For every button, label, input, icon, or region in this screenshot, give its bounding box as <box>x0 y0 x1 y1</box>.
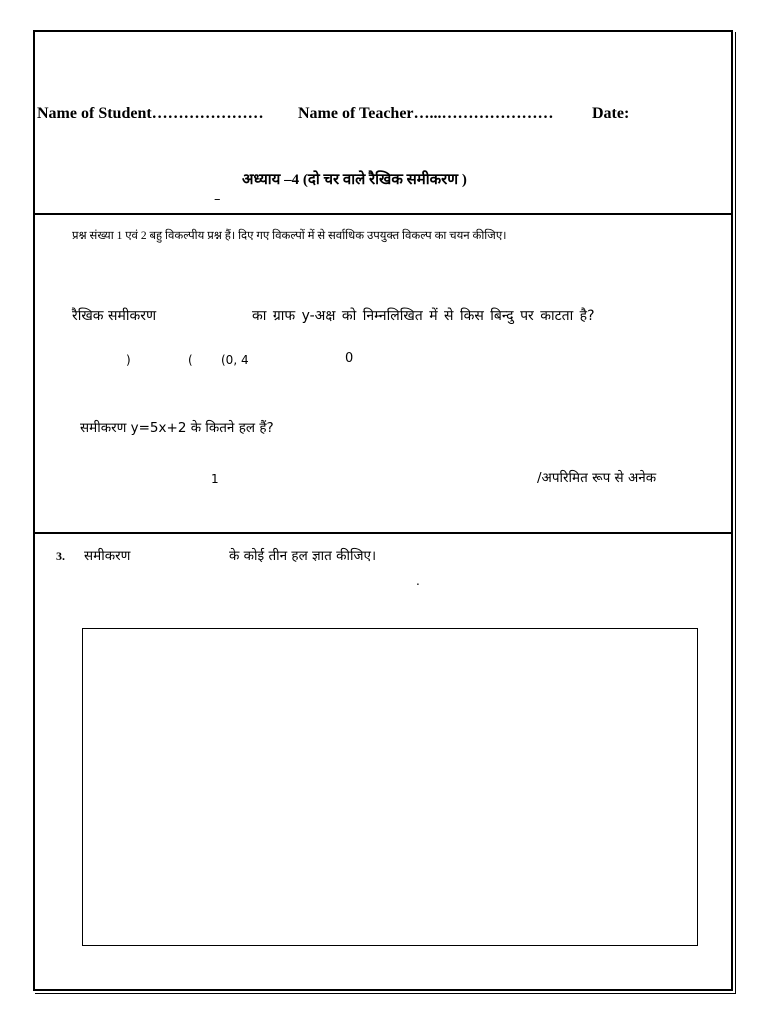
title-dash: – <box>214 192 221 207</box>
q3-text-part-a: समीकरण <box>84 548 131 564</box>
answer-box[interactable] <box>82 628 698 946</box>
q3-text-part-b: के कोई तीन हल ज्ञात कीजिए। <box>229 548 377 564</box>
q2-text: समीकरण y=5x+2 के कितने हल हैं? <box>80 420 274 436</box>
section-divider <box>34 532 733 534</box>
student-name-label: Name of Student………………… <box>37 105 264 122</box>
header-divider <box>34 213 733 215</box>
instructions-text: प्रश्न संख्या 1 एवं 2 बहु विकल्पीय प्रश्न हैं। दिए गए विकल्पों में से सर्वाधिक उपयुक्त विकल्प का चयन कीजिए। <box>72 230 507 242</box>
q3-dot: . <box>416 574 420 588</box>
q1-text-part-b: का ग्राफ y-अक्ष को निम्नलिखित में से किस बिन्दु पर काटता है? <box>252 308 595 324</box>
q2-option-a: 1 <box>211 472 219 486</box>
q1-option-d: 0 <box>345 351 354 366</box>
q1-option-a: ) <box>126 353 131 367</box>
teacher-name-label: Name of Teacher…...………………… <box>298 105 554 122</box>
date-label: Date: <box>592 105 630 122</box>
q1-option-b: ( <box>188 353 193 367</box>
q1-option-c: (0, 4 <box>221 353 249 367</box>
q3-number: 3. <box>56 549 65 563</box>
chapter-title: अध्याय –4 (दो चर वाले रैखिक समीकरण ) <box>242 172 467 188</box>
q2-option-b: /अपरिमित रूप से अनेक <box>537 470 657 486</box>
q1-text-part-a: रैखिक समीकरण <box>72 308 157 324</box>
